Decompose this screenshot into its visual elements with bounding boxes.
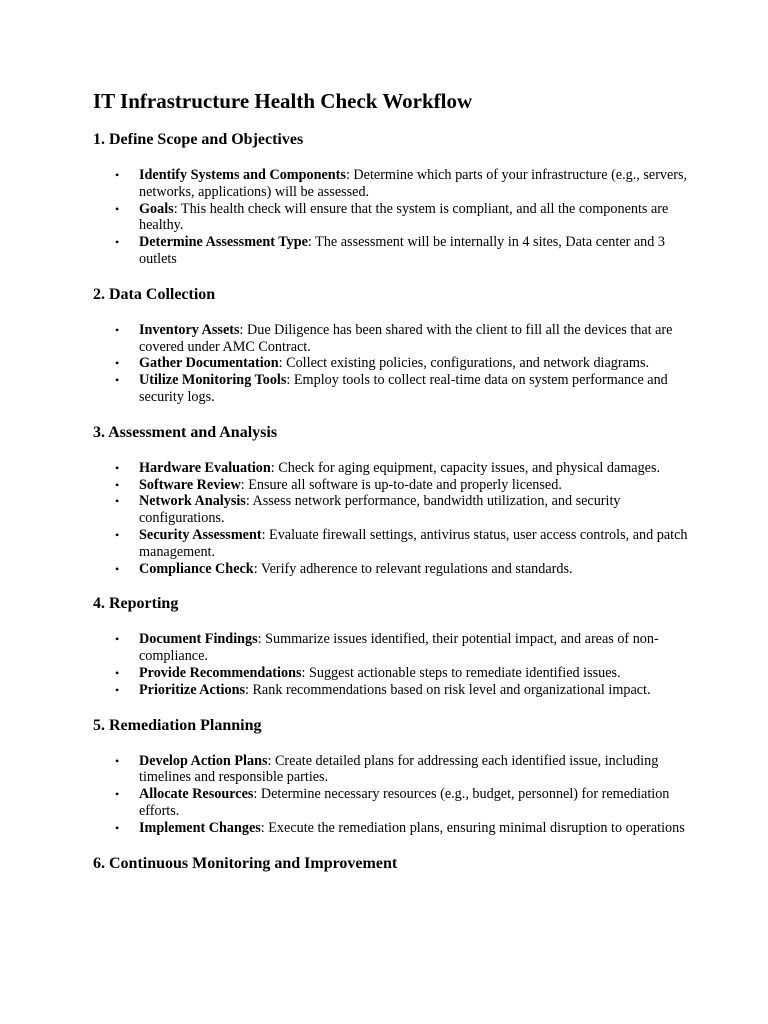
item-term: Utilize Monitoring Tools — [139, 372, 287, 389]
item-term: Network Analysis — [139, 493, 246, 510]
bullet-icon: • — [115, 665, 120, 680]
bullet-list — [93, 631, 693, 698]
item-term: Implement Changes — [139, 819, 261, 836]
section-heading: 4. Reporting — [93, 595, 179, 613]
item-term: Document Findings — [139, 631, 258, 648]
section-heading: 2. Data Collection — [93, 285, 216, 303]
bullet-list — [93, 167, 693, 268]
list-item — [93, 493, 693, 527]
list-item — [93, 820, 693, 837]
item-description: : Ensure all software is up-to-date and properly licensed. — [240, 476, 562, 493]
section-heading: 3. Assessment and Analysis — [93, 423, 278, 441]
bullet-icon: • — [115, 322, 120, 337]
list-item — [93, 477, 693, 494]
list-item — [93, 201, 693, 235]
section-heading: 6. Continuous Monitoring and Improvement — [93, 854, 398, 872]
item-description: : Verify adherence to relevant regulations and standards. — [253, 560, 573, 577]
list-item — [93, 682, 693, 699]
item-term: Allocate Resources — [139, 786, 254, 803]
section-heading: 5. Remediation Planning — [93, 716, 262, 734]
bullet-icon: • — [115, 235, 120, 250]
item-description: : Collect existing policies, configurations, and network diagrams. — [278, 355, 650, 372]
list-item — [93, 460, 693, 477]
item-description: : Rank recommendations based on risk level and organizational impact. — [244, 681, 651, 698]
bullet-icon: • — [115, 753, 120, 768]
bullet-icon: • — [115, 527, 120, 542]
list-item — [93, 372, 693, 406]
item-description: : Assess network performance, bandwidth utilization, and security configurations. — [139, 493, 621, 527]
item-description: : Evaluate firewall settings, antivirus status, user access controls, and patch management. — [139, 526, 688, 560]
list-item — [93, 786, 693, 820]
item-term: Goals — [139, 200, 174, 217]
list-item — [93, 355, 693, 372]
bullet-list — [93, 322, 693, 406]
list-item — [93, 527, 693, 561]
item-description: : Suggest actionable steps to remediate identified issues. — [301, 664, 621, 681]
item-term: Provide Recommendations — [139, 664, 302, 681]
item-description: : The assessment will be internally in 4 sites, Data center and 3 outlets — [139, 234, 666, 267]
bullet-icon: • — [115, 477, 120, 492]
list-item — [93, 322, 693, 356]
bullet-list — [93, 753, 693, 837]
bullet-icon: • — [115, 373, 120, 388]
document-title: IT Infrastructure Health Check Workflow — [93, 89, 473, 113]
item-description: : Check for aging equipment, capacity issues, and physical damages. — [270, 459, 661, 476]
item-description: : Employ tools to collect real-time data on system performance and security logs. — [139, 372, 668, 405]
item-description: : This health check will ensure that the system is compliant, and all the components are healthy. — [139, 200, 669, 234]
list-item — [93, 561, 693, 578]
item-term: Determine Assessment Type — [139, 234, 308, 251]
section-heading: 1. Define Scope and Objectives — [93, 131, 304, 148]
bullet-icon: • — [115, 356, 120, 371]
bullet-icon: • — [115, 632, 120, 647]
item-term: Hardware Evaluation — [139, 459, 271, 476]
list-item — [93, 167, 693, 201]
item-term: Compliance Check — [139, 560, 254, 577]
item-description: : Summarize issues identified, their potential impact, and areas of non-compliance. — [139, 631, 659, 665]
item-description: : Due Diligence has been shared with the client to fill all the devices that are covered under AMC Contract. — [139, 321, 673, 355]
item-term: Security Assessment — [139, 526, 262, 543]
list-item — [93, 753, 693, 787]
sections-container — [93, 130, 693, 874]
item-description: : Create detailed plans for addressing each identified issue, including timelines and responsible parties. — [139, 752, 659, 786]
document-page — [93, 88, 693, 874]
list-item — [93, 631, 693, 665]
item-term: Prioritize Actions — [139, 681, 245, 698]
bullet-list — [93, 460, 693, 578]
item-description: : Determine necessary resources (e.g., budget, personnel) for remediation efforts. — [139, 786, 670, 819]
item-term: Develop Action Plans — [139, 752, 268, 769]
bullet-icon: • — [115, 561, 120, 576]
bullet-icon: • — [115, 820, 120, 835]
bullet-icon: • — [115, 682, 120, 697]
list-item — [93, 234, 693, 268]
bullet-icon: • — [115, 494, 120, 509]
item-term: Software Review — [139, 476, 241, 493]
item-term: Gather Documentation — [139, 355, 279, 372]
list-item — [93, 665, 693, 682]
bullet-icon: • — [115, 787, 120, 802]
item-term: Inventory Assets — [139, 321, 240, 338]
item-description: : Execute the remediation plans, ensuring minimal disruption to operations — [260, 819, 685, 836]
bullet-icon: • — [115, 460, 120, 475]
bullet-icon: • — [115, 201, 120, 216]
bullet-icon: • — [115, 168, 120, 182]
item-description: : Determine which parts of your infrastructure (e.g., servers, networks, applications) will be assessed. — [139, 167, 688, 200]
item-term: Identify Systems and Components — [139, 167, 346, 183]
